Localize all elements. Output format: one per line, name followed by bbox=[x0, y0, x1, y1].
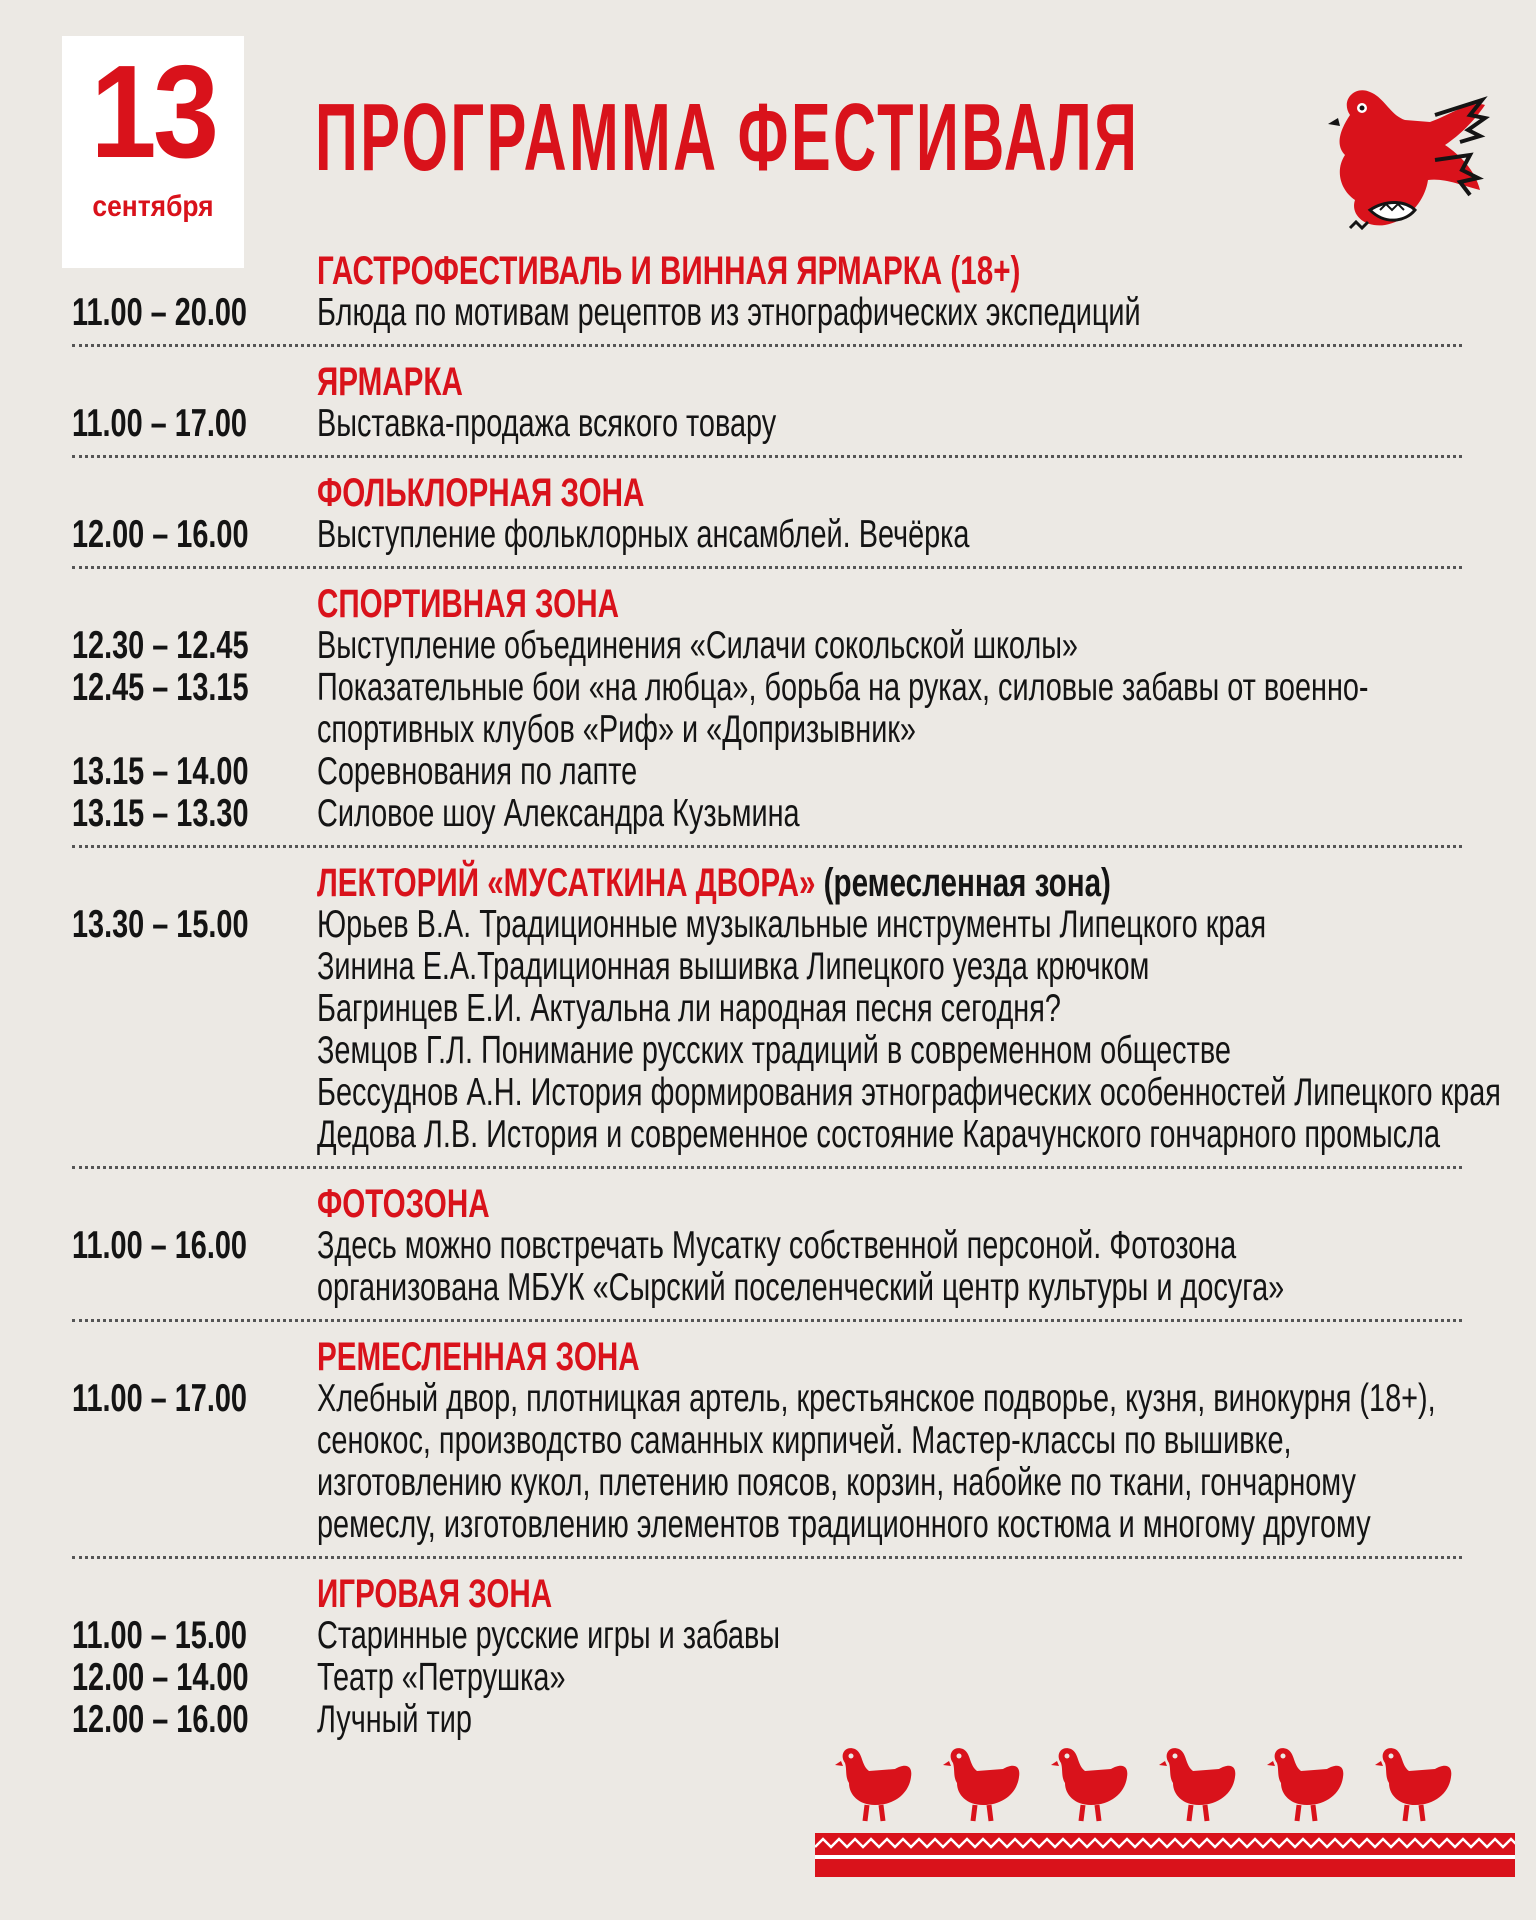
date-day: 13 bbox=[90, 38, 216, 185]
schedule-row bbox=[72, 904, 1512, 1156]
section-title-text: ФОЛЬКЛОРНАЯ ЗОНА bbox=[317, 471, 645, 515]
section-title-text: ГАСТРОФЕСТИВАЛЬ И ВИННАЯ ЯРМАРКА (18+) bbox=[317, 249, 1021, 293]
schedule-time: 12.00 – 16.00 bbox=[72, 1698, 249, 1741]
schedule-time: 13.30 – 15.00 bbox=[72, 903, 249, 946]
description-line: Выступление фольклорных ансамблей. Вечёрка bbox=[317, 513, 970, 556]
schedule-time: 12.30 – 12.45 bbox=[72, 624, 249, 667]
description-line: Дедова Л.В. История и современное состояние Карачунского гончарного промысла bbox=[317, 1113, 1441, 1156]
section-title bbox=[317, 1336, 1201, 1378]
schedule-description bbox=[317, 292, 1201, 334]
description-line: изготовлению кукол, плетению поясов, корзин, набойке по ткани, гончарному bbox=[317, 1461, 1356, 1504]
schedule-row bbox=[72, 793, 1512, 835]
description-line: Блюда по мотивам рецептов из этнографических экспедиций bbox=[317, 291, 1141, 334]
program-section bbox=[72, 1336, 1512, 1546]
program-section bbox=[72, 472, 1512, 556]
section-title bbox=[317, 361, 1201, 403]
section-title-text: ИГРОВАЯ ЗОНА bbox=[317, 1572, 553, 1616]
schedule-row bbox=[72, 1378, 1512, 1546]
description-line: сенокос, производство саманных кирпичей. Мастер-классы по вышивке, bbox=[317, 1419, 1292, 1462]
hen-figure bbox=[1051, 1748, 1127, 1821]
schedule-description bbox=[317, 793, 1201, 835]
schedule-time: 12.00 – 16.00 bbox=[72, 513, 249, 556]
schedule-time: 11.00 – 16.00 bbox=[72, 1224, 247, 1267]
section-title bbox=[317, 472, 1201, 514]
dotted-divider bbox=[72, 1166, 1462, 1169]
hen-figure bbox=[1267, 1748, 1343, 1821]
program-section bbox=[72, 361, 1512, 445]
section-title bbox=[317, 862, 1201, 904]
program-list bbox=[72, 250, 1512, 1741]
section-title bbox=[317, 1573, 1201, 1615]
schedule-row bbox=[72, 514, 1512, 556]
program-section bbox=[72, 250, 1512, 334]
page-title: ПРОГРАММА ФЕСТИВАЛЯ bbox=[315, 84, 1140, 191]
description-line: Багринцев Е.И. Актуальна ли народная песня сегодня? bbox=[317, 987, 1061, 1030]
schedule-time: 11.00 – 17.00 bbox=[72, 1377, 247, 1420]
description-line: Лучный тир bbox=[317, 1698, 472, 1741]
schedule-row bbox=[72, 1657, 1512, 1699]
hen-row-icon bbox=[815, 1735, 1515, 1885]
section-title bbox=[317, 250, 1201, 292]
section-title-text: ЛЕКТОРИЙ «МУСАТКИНА ДВОРА» bbox=[317, 861, 816, 905]
schedule-time: 12.45 – 13.15 bbox=[72, 666, 249, 709]
dotted-divider bbox=[72, 455, 1462, 458]
hen-figure bbox=[1375, 1748, 1451, 1821]
schedule-row bbox=[72, 1615, 1512, 1657]
schedule-time: 11.00 – 17.00 bbox=[72, 402, 247, 445]
schedule-description bbox=[317, 1224, 1285, 1309]
schedule-description bbox=[317, 403, 1201, 445]
schedule-description bbox=[317, 1615, 1201, 1657]
schedule-description bbox=[317, 1657, 1201, 1699]
schedule-time: 11.00 – 20.00 bbox=[72, 291, 247, 334]
description-line: Старинные русские игры и забавы bbox=[317, 1614, 781, 1657]
schedule-time: 13.15 – 14.00 bbox=[72, 750, 249, 793]
schedule-row bbox=[72, 751, 1512, 793]
schedule-time: 11.00 – 15.00 bbox=[72, 1614, 247, 1657]
description-line: ремеслу, изготовлению элементов традиционного костюма и многому другому bbox=[317, 1503, 1371, 1546]
description-line: Выставка-продажа всякого товару bbox=[317, 402, 777, 445]
description-line: Показательные бои «на любца», борьба на руках, силовые забавы от военно- bbox=[317, 666, 1369, 709]
schedule-description bbox=[317, 1377, 1436, 1546]
program-section bbox=[72, 862, 1512, 1156]
schedule-row bbox=[72, 292, 1512, 334]
description-line: Хлебный двор, плотницкая артель, крестьянское подворье, кузня, винокурня (18+), bbox=[317, 1377, 1436, 1420]
description-line: Бессуднов А.Н. История формирования этнографических особенностей Липецкого края bbox=[317, 1071, 1501, 1114]
description-line: Соревнования по лапте bbox=[317, 750, 638, 793]
folk-bird-icon bbox=[1310, 60, 1490, 240]
dotted-divider bbox=[72, 1319, 1462, 1322]
schedule-description bbox=[317, 751, 1201, 793]
date-month: сентября bbox=[92, 190, 214, 223]
hen-figure bbox=[1159, 1748, 1235, 1821]
schedule-description bbox=[317, 625, 1201, 667]
program-section bbox=[72, 583, 1512, 835]
dotted-divider bbox=[72, 344, 1462, 347]
section-title-note: (ремесленная зона) bbox=[815, 861, 1111, 905]
section-title-text: РЕМЕСЛЕННАЯ ЗОНА bbox=[317, 1335, 640, 1379]
description-line: организована МБУК «Сырский поселенческий центр культуры и досуга» bbox=[317, 1266, 1285, 1309]
schedule-time: 13.15 – 13.30 bbox=[72, 792, 249, 835]
description-line: Выступление объединения «Силачи сокольской школы» bbox=[317, 624, 1078, 667]
schedule-row bbox=[72, 625, 1512, 667]
section-title-text: ФОТОЗОНА bbox=[317, 1182, 490, 1226]
program-section bbox=[72, 1573, 1512, 1741]
dotted-divider bbox=[72, 1556, 1462, 1559]
description-line: Здесь можно повстречать Мусатку собственной персоной. Фотозона bbox=[317, 1224, 1237, 1267]
description-line: Театр «Петрушка» bbox=[317, 1656, 566, 1699]
schedule-row bbox=[72, 1225, 1512, 1309]
description-line: Земцов Г.Л. Понимание русских традиций в современном обществе bbox=[317, 1029, 1231, 1072]
date-card bbox=[62, 36, 244, 268]
schedule-description bbox=[317, 666, 1369, 751]
dotted-divider bbox=[72, 566, 1462, 569]
section-title-text: ЯРМАРКА bbox=[317, 360, 463, 404]
section-title bbox=[317, 1183, 1201, 1225]
schedule-time: 12.00 – 14.00 bbox=[72, 1656, 249, 1699]
description-line: Юрьев В.А. Традиционные музыкальные инструменты Липецкого края bbox=[317, 903, 1267, 946]
schedule-row bbox=[72, 403, 1512, 445]
schedule-description bbox=[317, 514, 1201, 556]
section-title-text: СПОРТИВНАЯ ЗОНА bbox=[317, 582, 619, 626]
description-line: Зинина Е.А.Традиционная вышивка Липецкого уезда крючком bbox=[317, 945, 1150, 988]
section-title bbox=[317, 583, 1201, 625]
program-section bbox=[72, 1183, 1512, 1309]
dotted-divider bbox=[72, 845, 1462, 848]
hen-figure bbox=[835, 1748, 911, 1821]
description-line: спортивных клубов «Риф» и «Допризывник» bbox=[317, 708, 916, 751]
schedule-row bbox=[72, 667, 1512, 751]
hen-figure bbox=[943, 1748, 1019, 1821]
schedule-description bbox=[317, 903, 1501, 1156]
description-line: Силовое шоу Александра Кузьмина bbox=[317, 792, 800, 835]
